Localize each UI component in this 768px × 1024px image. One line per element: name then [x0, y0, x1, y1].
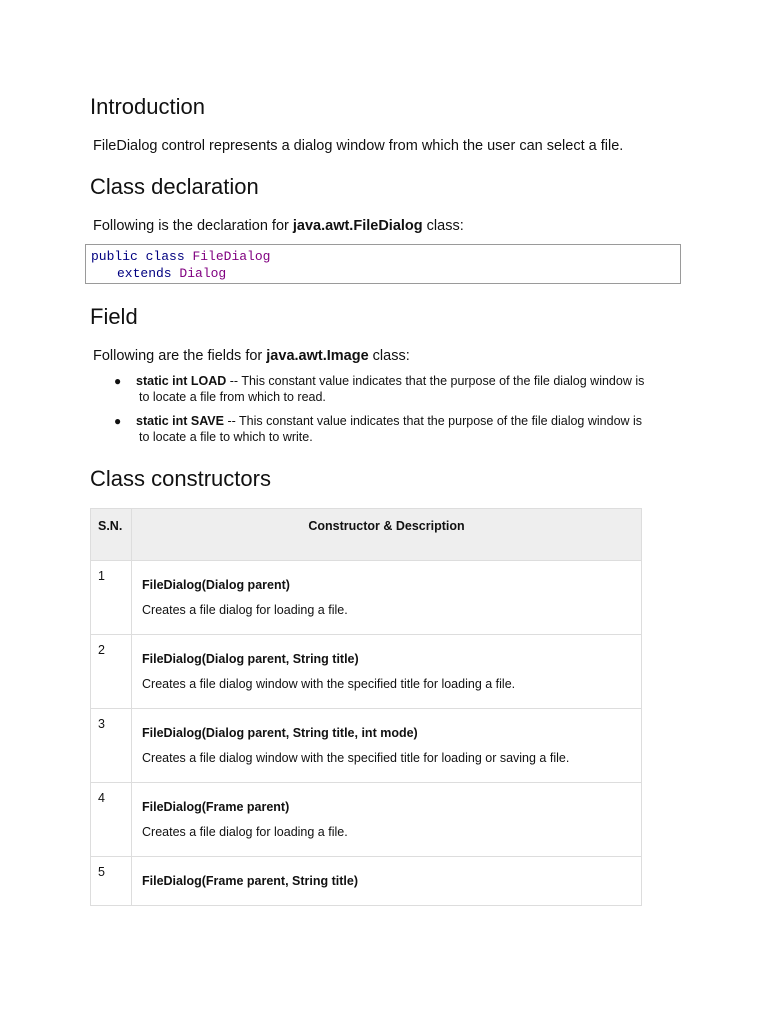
intro-heading: Introduction	[90, 94, 205, 119]
row-content	[132, 783, 642, 857]
constructor-description: Creates a file dialog window with the specified title for loading or saving a file.	[142, 751, 570, 765]
class-name: java.awt.FileDialog	[292, 218, 423, 234]
intro-text: FileDialog control represents a dialog window from which the user can select a file.	[93, 138, 624, 154]
row-content	[132, 635, 642, 709]
table-row	[91, 857, 642, 906]
row-content	[132, 561, 642, 635]
table-row	[91, 783, 642, 857]
row-number: 2	[91, 635, 132, 709]
code-keyword: public class	[91, 249, 185, 264]
column-header-sn: S.N.	[91, 509, 132, 561]
constructor-description: Creates a file dialog for loading a file.	[142, 603, 348, 617]
table-row	[91, 635, 642, 709]
class-declaration-heading: Class declaration	[90, 174, 259, 199]
column-header-constructor: Constructor & Description	[132, 509, 642, 561]
code-line-2	[91, 265, 680, 282]
constructor-signature: FileDialog(Dialog parent, String title, int mode)	[142, 726, 418, 740]
row-number: 1	[91, 561, 132, 635]
field-item	[93, 414, 683, 445]
field-description: -- This constant value indicates that the purpose of the file dialog window is	[223, 414, 643, 428]
field-list	[93, 374, 683, 454]
code-line-1	[91, 249, 270, 264]
row-number: 3	[91, 709, 132, 783]
field-description: -- This constant value indicates that the purpose of the file dialog window is	[226, 374, 645, 388]
code-class-name: FileDialog	[192, 249, 271, 264]
constructor-signature: FileDialog(Dialog parent, String title)	[142, 652, 359, 666]
table-row	[91, 709, 642, 783]
code-keyword: extends	[117, 266, 172, 281]
field-name: static int LOAD	[136, 374, 227, 388]
code-parent-name: Dialog	[179, 266, 227, 281]
class-declaration-lead	[93, 217, 464, 235]
constructor-signature: FileDialog(Dialog parent)	[142, 578, 290, 592]
field-heading: Field	[90, 304, 138, 329]
field-description-cont: to locate a file to which to write.	[139, 429, 313, 444]
row-number: 5	[91, 857, 132, 906]
lead-text: Following are the fields for	[93, 348, 267, 364]
constructor-description: Creates a file dialog window with the specified title for loading a file.	[142, 677, 516, 691]
lead-tail: class:	[368, 348, 410, 364]
constructor-signature: FileDialog(Frame parent, String title)	[142, 874, 358, 888]
lead-tail: class:	[422, 218, 464, 234]
table-row	[91, 561, 642, 635]
bullet-icon: ●	[114, 414, 122, 428]
bullet-icon: ●	[114, 374, 122, 388]
row-content	[132, 709, 642, 783]
table-header-row	[91, 509, 642, 561]
field-item	[93, 374, 683, 405]
constructors-heading: Class constructors	[90, 466, 271, 491]
constructor-description: Creates a file dialog for loading a file.	[142, 825, 348, 839]
constructors-table	[90, 508, 642, 906]
constructor-signature: FileDialog(Frame parent)	[142, 800, 290, 814]
code-block	[85, 244, 681, 284]
lead-text: Following is the declaration for	[93, 218, 293, 234]
class-name: java.awt.Image	[266, 348, 369, 364]
row-number: 4	[91, 783, 132, 857]
row-content	[132, 857, 642, 906]
field-description-cont: to locate a file from which to read.	[139, 389, 326, 404]
field-lead	[93, 347, 410, 365]
field-name: static int SAVE	[136, 414, 224, 428]
